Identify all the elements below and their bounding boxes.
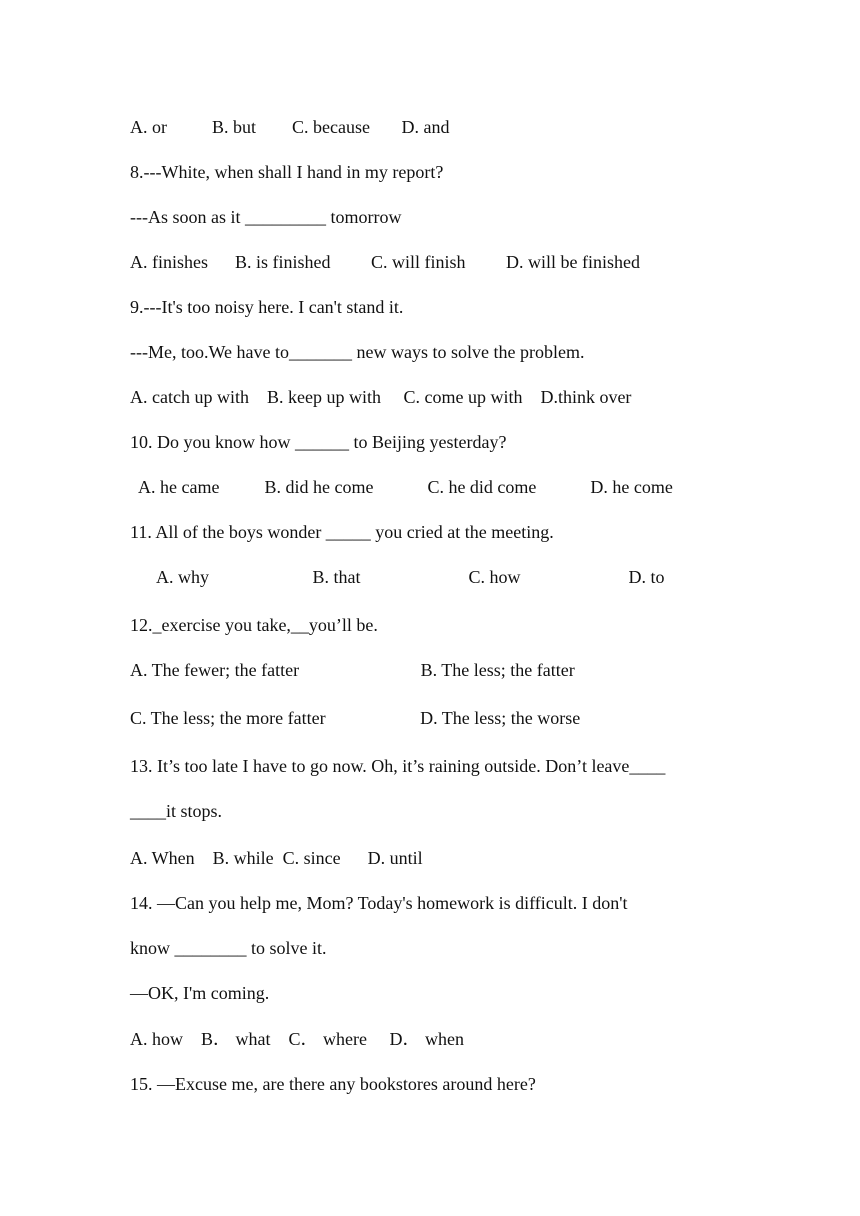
q7-options: A. or B. but C. because D. and bbox=[130, 117, 450, 137]
q8-options: A. finishes B. is finished C. will finish D. will be finished bbox=[130, 252, 640, 272]
q12-options-row2: C. The less; the more fatter D. The less; the worse bbox=[130, 708, 581, 728]
q13-options: A. When B. while C. since D. until bbox=[130, 848, 423, 868]
q10-options: A. he came B. did he come C. he did come D. he come bbox=[130, 477, 673, 497]
q9-options: A. catch up with B. keep up with C. come up with D.think over bbox=[130, 387, 632, 407]
q15-question: 15. —Excuse me, are there any bookstores around here? bbox=[130, 1074, 536, 1094]
q8-question: 8.---White, when shall I hand in my report? bbox=[130, 162, 444, 182]
q14-question-cont: know ________ to solve it. bbox=[130, 938, 327, 958]
q11-options: A. why B. that C. how D. to bbox=[130, 567, 665, 587]
q9-answer-line: ---Me, too.We have to_______ new ways to solve the problem. bbox=[130, 342, 585, 362]
q12-options-row1: A. The fewer; the fatter B. The less; the fatter bbox=[130, 660, 575, 680]
q13-question: 13. It’s too late I have to go now. Oh, it’s raining outside. Don’t leave____ bbox=[130, 756, 666, 776]
q14-reply: —OK, I'm coming. bbox=[130, 983, 270, 1003]
q8-answer-line: ---As soon as it _________ tomorrow bbox=[130, 207, 402, 227]
q12-question: 12._exercise you take,__you’ll be. bbox=[130, 615, 378, 635]
q14-options: A. how B． what C． where D． when bbox=[130, 1029, 464, 1049]
q11-question: 11. All of the boys wonder _____ you cried at the meeting. bbox=[130, 522, 554, 542]
q10-question: 10. Do you know how ______ to Beijing yesterday? bbox=[130, 432, 507, 452]
q9-question: 9.---It's too noisy here. I can't stand it. bbox=[130, 297, 404, 317]
q13-question-cont: ____it stops. bbox=[130, 801, 223, 821]
q14-question: 14. —Can you help me, Mom? Today's homework is difficult. I don't bbox=[130, 893, 628, 913]
